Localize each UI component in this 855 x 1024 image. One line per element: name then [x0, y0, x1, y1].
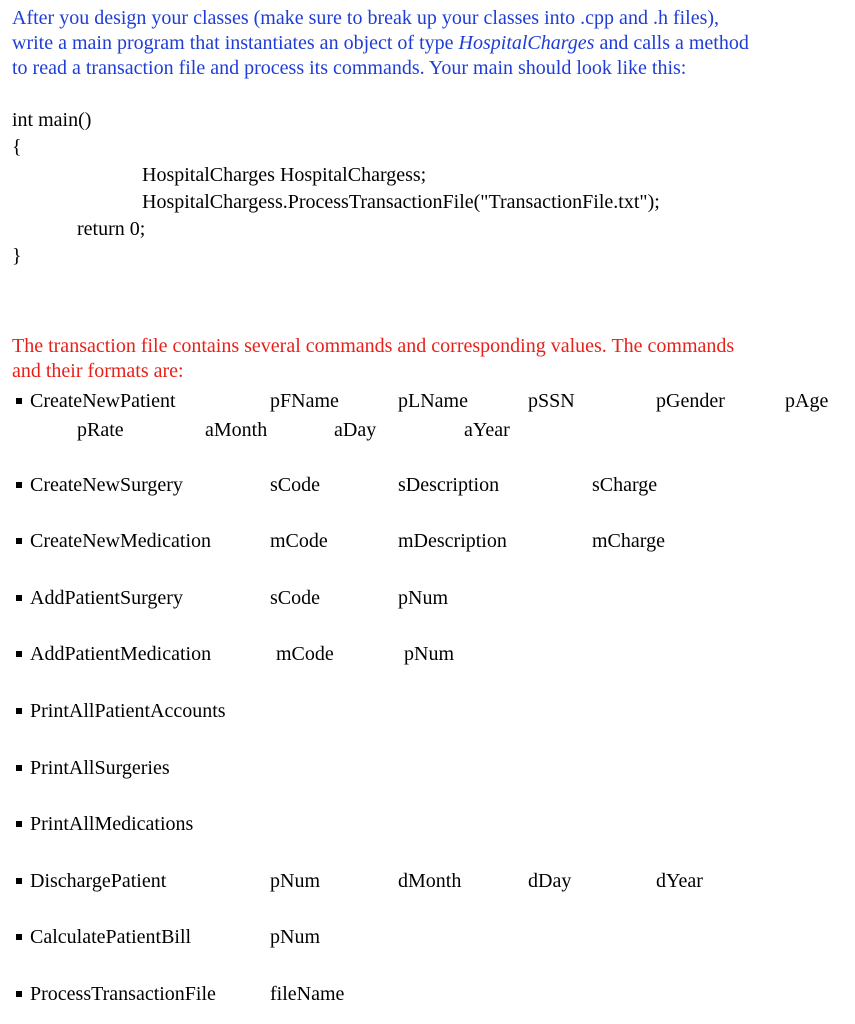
class-name-italic: HospitalCharges — [458, 32, 595, 54]
command-arg: mCode — [276, 643, 334, 665]
command-arg: aYear — [464, 419, 510, 441]
intro-line-2-pre: write a main program that instantiates an object of type — [12, 32, 459, 54]
command-arg: mCode — [270, 530, 328, 552]
command-arg: pNum — [270, 870, 320, 892]
intro-line-2-post: and calls a method — [594, 32, 749, 54]
code-line-2: { — [12, 136, 22, 158]
bullet-icon — [16, 934, 22, 940]
bullet-icon — [16, 651, 22, 657]
command-arg: dMonth — [398, 870, 462, 892]
command-arg: sCode — [270, 587, 320, 609]
command-arg: pNum — [270, 926, 320, 948]
command-arg: sDescription — [398, 474, 500, 496]
code-line-4: HospitalChargess.ProcessTransactionFile("TransactionFile.txt"); — [142, 191, 660, 213]
bullet-icon — [16, 398, 22, 404]
command-arg: dYear — [656, 870, 703, 892]
command-arg: sCode — [270, 474, 320, 496]
command-arg: pLName — [398, 390, 468, 412]
code-line-1: int main() — [12, 109, 92, 131]
command-arg: pFName — [270, 390, 339, 412]
command-name-discharge-patient: DischargePatient — [30, 870, 167, 892]
command-name-create-new-patient: CreateNewPatient — [30, 390, 176, 412]
command-arg: mCharge — [592, 530, 665, 552]
command-arg: aDay — [334, 419, 377, 441]
command-name-print-all-medications: PrintAllMedications — [30, 813, 194, 835]
intro-line-2 — [12, 31, 847, 56]
bullet-icon — [16, 991, 22, 997]
command-name-print-all-patient-accounts: PrintAllPatientAccounts — [30, 700, 226, 722]
code-line-3: HospitalCharges HospitalChargess; — [142, 164, 427, 186]
bullet-icon — [16, 878, 22, 884]
bullet-icon — [16, 765, 22, 771]
command-name-process-transaction-file: ProcessTransactionFile — [30, 983, 216, 1005]
transaction-line-2: and their formats are: — [12, 360, 184, 382]
intro-line-1: After you design your classes (make sure to break up your classes into .cpp and .h files), — [12, 7, 720, 29]
code-line-6: } — [12, 245, 22, 267]
code-line-5: return 0; — [77, 218, 146, 240]
command-arg: mDescription — [398, 530, 507, 552]
command-arg: pNum — [398, 587, 448, 609]
bullet-icon — [16, 821, 22, 827]
command-name-calculate-patient-bill: CalculatePatientBill — [30, 926, 192, 948]
command-name-print-all-surgeries: PrintAllSurgeries — [30, 757, 170, 779]
bullet-icon — [16, 538, 22, 544]
intro-paragraph — [12, 6, 847, 81]
bullet-icon — [16, 482, 22, 488]
command-name-create-new-surgery: CreateNewSurgery — [30, 474, 183, 496]
command-arg: pAge — [785, 390, 829, 412]
command-name-add-patient-surgery: AddPatientSurgery — [30, 587, 183, 609]
command-arg: sCharge — [592, 474, 658, 496]
bullet-icon — [16, 595, 22, 601]
intro-line-3: to read a transaction file and process its commands. Your main should look like this: — [12, 57, 687, 79]
bullet-icon — [16, 708, 22, 714]
command-arg: fileName — [270, 983, 345, 1005]
transaction-line-1: The transaction file contains several commands and corresponding values. The commands — [12, 335, 735, 357]
command-name-add-patient-medication: AddPatientMedication — [30, 643, 212, 665]
command-arg: pGender — [656, 390, 725, 412]
command-arg: pNum — [404, 643, 454, 665]
command-arg: aMonth — [205, 419, 268, 441]
transaction-paragraph — [12, 334, 847, 384]
command-arg: pSSN — [528, 390, 575, 412]
command-name-create-new-medication: CreateNewMedication — [30, 530, 212, 552]
command-arg: pRate — [77, 419, 124, 441]
command-arg: dDay — [528, 870, 572, 892]
